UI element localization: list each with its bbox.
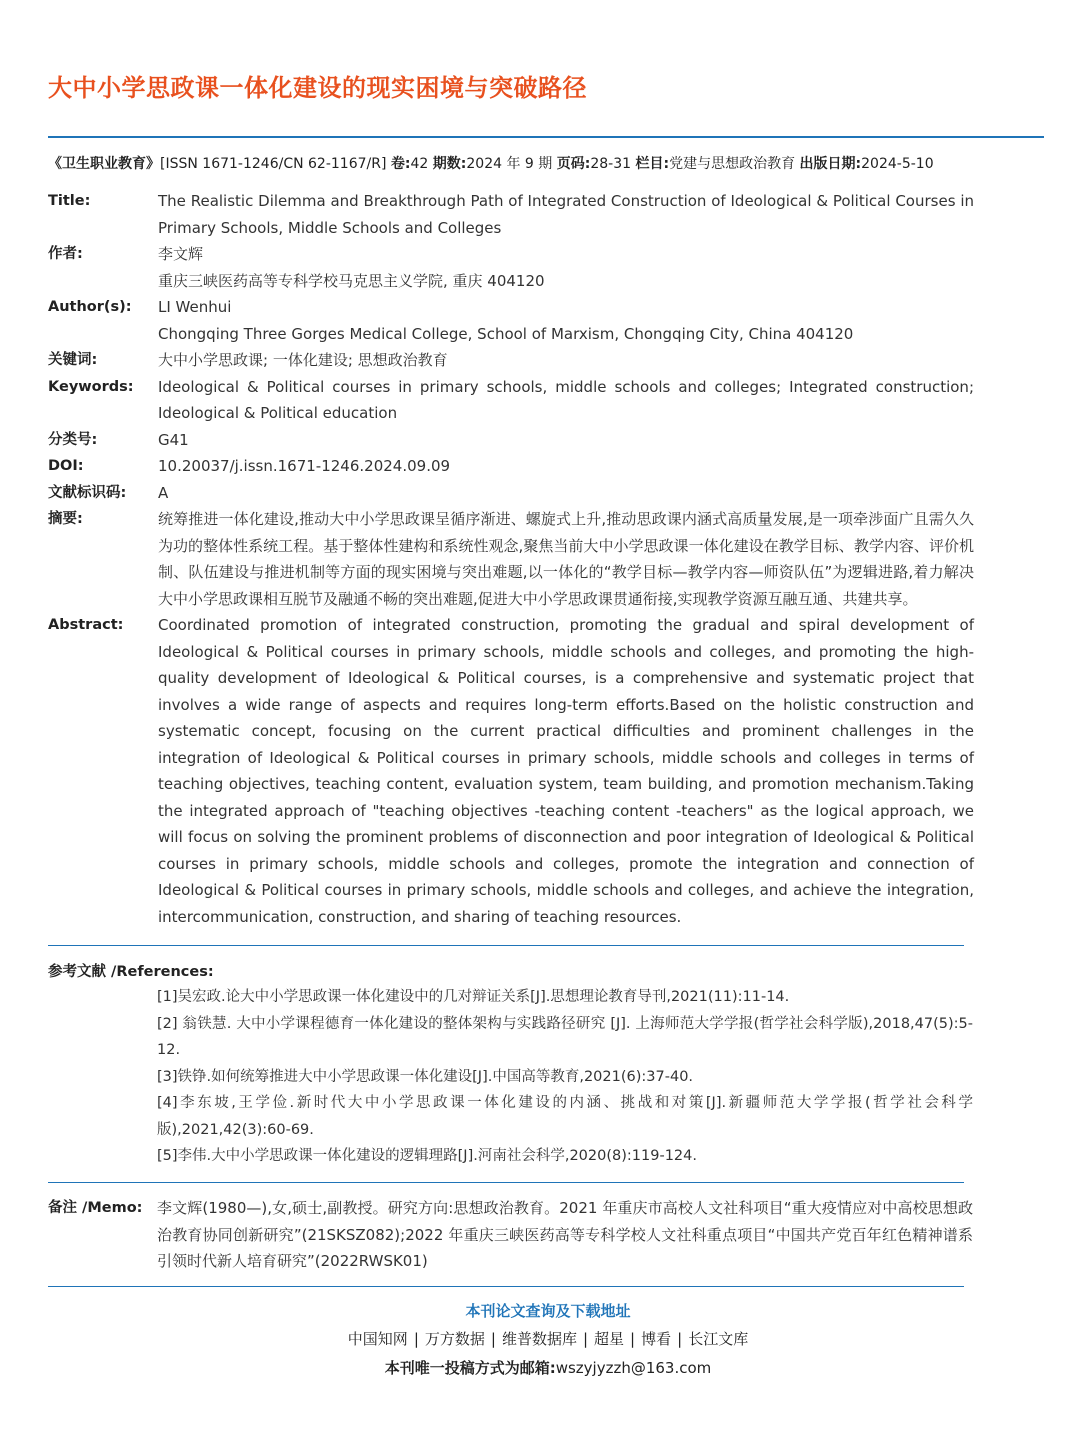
references-rule (48, 945, 964, 946)
doc-code-label: 文献标识码: (48, 484, 127, 501)
separator: | (490, 1330, 496, 1348)
author-name-en: LI Wenhui (158, 298, 232, 316)
class-number: G41 (158, 430, 189, 449)
issue: 2024 年 9 期 (466, 156, 553, 172)
volume-label: 卷: (390, 156, 411, 172)
references-list (157, 984, 973, 1170)
date-label: 出版日期: (799, 156, 862, 172)
author-affiliation-en: Chongqing Three Gorges Medical College, School of Marxism, Chongqing City, China 404120 (158, 324, 854, 343)
database-chaoxing[interactable]: 超星 (594, 1330, 625, 1348)
database-list (48, 1324, 1048, 1354)
references-heading: 参考文献 /References: (48, 964, 214, 980)
footer-rule (48, 1286, 964, 1287)
abstract-cn: 统筹推进一体化建设,推动大中小学思政课呈循序渐进、螺旋式上升,推动思政课内涵式高质量发展,是一项牵涉面广且需久久为功的整体性系统工程。基于整体性建构和系统性观念,聚焦当前大中小学思政课一体化建设在教学目标、教学内容、评价机制、队伍建设与推进机制等方面的现实困境与突出难题,以一体化的“教学目标—教学内容—师资队伍”为逻辑进路,着力解决大中小学思政课相互脱节及融通不畅的突出难题,促进大中小学思政课贯通衔接,实现教学资源互融互通、共建共享。 (158, 510, 974, 608)
email-address[interactable]: wszyjyzzh@163.com (555, 1359, 712, 1377)
database-cnki[interactable]: 中国知网 (347, 1330, 408, 1348)
issn: [ISSN 1671-1246/CN 62-1167/R] (160, 156, 387, 172)
abstract-en: Coordinated promotion of integrated construction, promoting the gradual and spiral development of Ideological & Political courses in primary schools, middle schools and colleges, and promoting the high-quality development of Ideological & Political courses, is a comprehensive and systematic project that involves a wide range of aspects and requires long-term efforts.Based on the holistic construction and systematic concept, focusing on the current practical difficulties and prominent challenges in the integration of Ideological & Political courses in primary schools, middle schools and colleges in terms of teaching objectives, teaching content, evaluation system, team building, and promotion mechanism.Taking the integrated approach of "teaching objectives -teaching content -teachers" as the logical approach, we will focus on solving the prominent problems of disconnection and poor integration of Ideological & Political courses in primary schools, middle schools and colleges, promote the integration and connection of Ideological & Political courses in primary schools, middle schools and colleges, and achieve the integration, intercommunication, construction, and sharing of teaching resources. (158, 616, 974, 926)
article-title: 大中小学思政课一体化建设的现实困境与突破路径 (48, 74, 587, 102)
keywords-en: Ideological & Political courses in primary schools, middle schools and colleges; Integrated construction; Ideological & Political education (158, 377, 974, 422)
title-label: Title: (48, 193, 91, 209)
database-vip[interactable]: 维普数据库 (501, 1330, 577, 1348)
reference-item: [4]李东坡,王学俭.新时代大中小学思政课一体化建设的内涵、挑战和对策[J].新疆师范大学学报(哲学社会科学版),2021,42(3):60-69. (157, 1095, 973, 1138)
memo-section (48, 1195, 976, 1275)
keywords-cn: 大中小学思政课; 一体化建设; 思想政治教育 (158, 351, 448, 369)
field-author-en (48, 294, 976, 347)
top-rule (48, 136, 1044, 138)
separator: | (677, 1330, 683, 1348)
reference-item: [2] 翁铁慧. 大中小学课程德育一体化建设的整体架构与实践路径研究 [J]. 上海师范大学学报(哲学社会科学版),2018,47(5):5-12. (157, 1015, 973, 1058)
author-name: 李文辉 (158, 245, 204, 263)
database-bookan[interactable]: 博看 (641, 1330, 672, 1348)
field-doi (48, 453, 976, 480)
separator: | (630, 1330, 636, 1348)
separator: | (413, 1330, 419, 1348)
doi-value: 10.20037/j.issn.1671-1246.2024.09.09 (158, 457, 451, 475)
journal-name: 《卫生职业教育》 (48, 156, 160, 172)
citation-line (48, 153, 1048, 173)
author-label: 作者: (48, 246, 83, 262)
keywords-en-label: Keywords: (48, 378, 134, 395)
field-keywords-en (48, 374, 976, 427)
volume: 42 (410, 156, 429, 172)
email-label: 本刊唯一投稿方式为邮箱: (384, 1359, 556, 1377)
memo-text: 李文辉(1980—),女,硕士,副教授。研究方向:思想政治教育。2021 年重庆市高校人文社科项目“重大疫情应对中高校思想政治教育协同创新研究”(21SKSZ082);2022 年重庆三峡医药高等专科学校人文社科重点项目“中国共产党百年红色精神谱系引领时代新人培育研究”(2022RWSK01) (157, 1199, 973, 1270)
issue-label: 期数: (432, 156, 467, 172)
abstract-en-label: Abstract: (48, 617, 124, 633)
reference-item: [1]吴宏政.论大中小学思政课一体化建设中的几对辩证关系[J].思想理论教育导刊,2021(11):11-14. (157, 989, 790, 1005)
field-title (48, 188, 976, 241)
field-author (48, 241, 976, 294)
field-abstract-cn (48, 506, 976, 612)
reference-item: [5]李伟.大中小学思政课一体化建设的逻辑理路[J].河南社会科学,2020(8):119-124. (157, 1148, 697, 1164)
pages: 28-31 (590, 156, 632, 172)
doi-label: DOI: (48, 458, 84, 474)
abstract-cn-label: 摘要: (48, 511, 83, 527)
keywords-cn-label: 关键词: (48, 352, 98, 368)
field-keywords-cn (48, 347, 976, 374)
field-doc-code (48, 480, 976, 507)
column-label: 栏目: (635, 156, 670, 172)
author-affiliation: 重庆三峡医药高等专科学校马克思主义学院, 重庆 404120 (158, 271, 545, 290)
class-label: 分类号: (48, 431, 98, 448)
reference-item: [3]铁铮.如何统筹推进大中小学思政课一体化建设[J].中国高等教育,2021(6):37-40. (157, 1068, 694, 1085)
field-abstract-en (48, 612, 976, 930)
article-fields (48, 188, 976, 930)
column: 党建与思想政治教育 (669, 156, 796, 172)
database-changjiang[interactable]: 长江文库 (688, 1330, 749, 1348)
title-en: The Realistic Dilemma and Breakthrough Path of Integrated Construction of Ideological & Political Courses in Primary Schools, Middle Schools and Colleges (158, 192, 974, 237)
author-en-label: Author(s): (48, 299, 132, 315)
pages-label: 页码: (556, 156, 591, 172)
separator: | (582, 1330, 589, 1348)
memo-rule (48, 1182, 964, 1183)
database-wanfang[interactable]: 万方数据 (424, 1330, 485, 1348)
footer-heading: 本刊论文查询及下载地址 (465, 1302, 631, 1320)
publish-date: 2024-5-10 (861, 156, 934, 172)
doc-code: A (158, 483, 169, 502)
submission-line (48, 1354, 1048, 1382)
footer (48, 1298, 1048, 1382)
field-class (48, 427, 976, 454)
memo-label: 备注 /Memo: (48, 1200, 143, 1216)
